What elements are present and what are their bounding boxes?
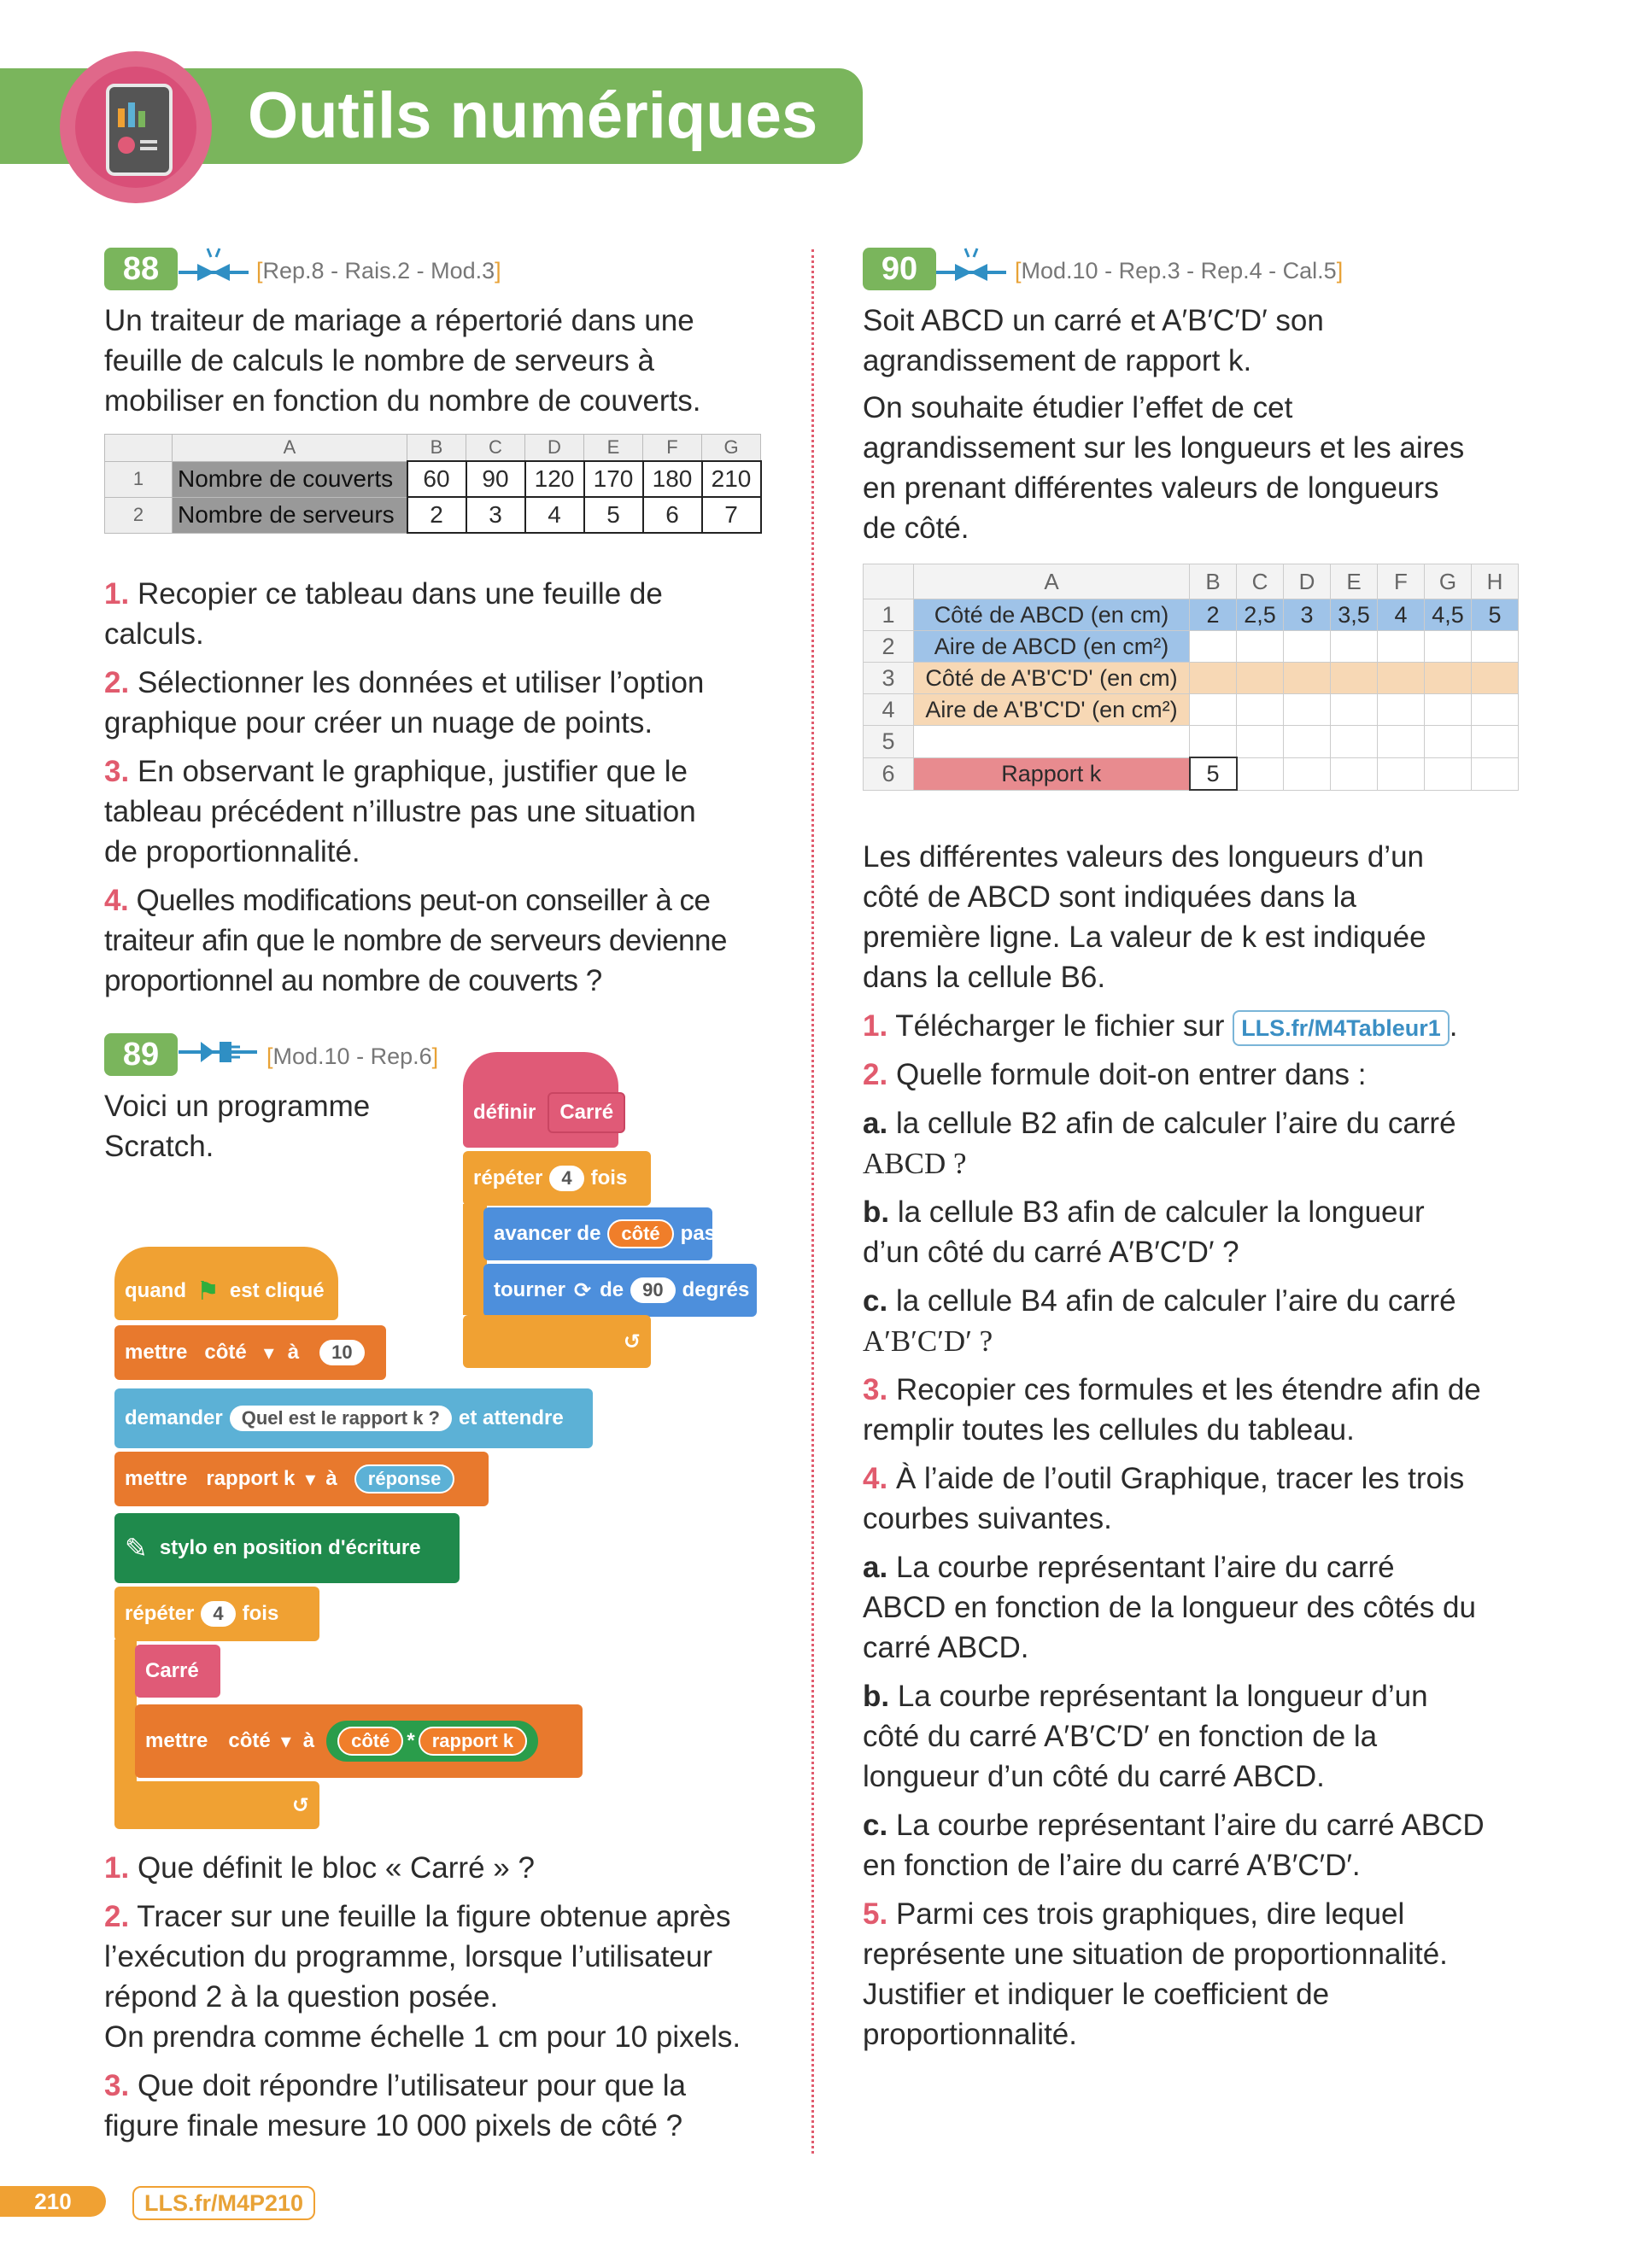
page-title: Outils numériques [248, 79, 818, 152]
define-block: définir Carré [463, 1052, 618, 1148]
exercise-88-intro: Un traiteur de mariage a répertorié dans une feuille de calculs le nombre de serveurs à mobiliser en fonction du nombre de couverts. [104, 304, 701, 418]
pencil-icon: ✎ [125, 1533, 148, 1564]
turn-block: tourner ⟳ de 90 degrés [483, 1264, 757, 1317]
set-cote-multiply-block: mettre côté ▾ à côté * rapport k [135, 1704, 583, 1778]
exercise-89-ref: [Mod.10 - Rep.6] [266, 1043, 439, 1069]
when-flag-block: quand ⚑ est cliqué [114, 1247, 338, 1320]
tableur-link[interactable]: LLS.fr/M4Tableur1 [1233, 1010, 1450, 1046]
exercise-90-number: 90 [863, 248, 936, 290]
repeat-end-1 [463, 1315, 651, 1368]
spreadsheet-88: A B C D E F G 1 Nombre de couverts 60 90 120 170 180 210 2 Nombre de serveurs 2 3 4 5 6 7 [104, 434, 762, 534]
dropdown-icon: ▾ [305, 1467, 316, 1491]
page-link[interactable]: LLS.fr/M4P210 [132, 2186, 315, 2220]
exercise-90-ref: [Mod.10 - Rep.3 - Rep.4 - Cal.5] [1015, 258, 1344, 284]
exercise-88-number: 88 [104, 248, 178, 290]
spreadsheet-90: A B C D E F G H 1 Côté de ABCD (en cm) 2 2,5 3 3,5 4 4,5 5 2 Aire de ABCD (en cm²) 3 Côté de A'B'C'D' (en cm) 4 Aire de A'B'C'D' (en cm²) 5 6 Rapport k 5 [863, 564, 1519, 791]
move-block: avancer de côté pas [483, 1207, 712, 1260]
exercise-89-number: 89 [104, 1033, 178, 1076]
green-flag-icon: ⚑ [196, 1277, 220, 1306]
repeat-end-2 [114, 1781, 319, 1829]
tablet-icon [106, 84, 173, 176]
set-rapport-block: mettre rapport k ▾ à réponse [114, 1452, 489, 1506]
double-arrow-icon [175, 243, 252, 295]
dropdown-icon: ▾ [280, 1729, 291, 1753]
exercise-88-questions: 1. Recopier ce tableau dans une feuille de calculs. 2. Sélectionner les données et utiliser l’option graphique pour créer un nuage de points. 3. En observant le graphique, justifier que le tableau précédent n’illustre pas une situation de proportionnalité. 4. Quelles modifications peut-on conseiller à ce traiteur afin que le nombre de serveurs devienne proportionnel au nombre de couverts ? [104, 577, 727, 997]
exercise-90-intro: Soit ABCD un carré et A′B′C′D′ son agrandissement de rapport k. On souhaite étudier l’effet de cet agrandissement sur les longueurs et les aires en prenant différentes valeurs de longueurs de côté. [863, 304, 1465, 545]
exercise-89-intro: Voici un programme Scratch. [104, 1090, 371, 1163]
loop-arrow-icon: ↺ [291, 1793, 309, 1817]
column-divider [811, 249, 814, 2154]
plug-icon [175, 1035, 261, 1073]
exercise-88-ref: [Rep.8 - Rais.2 - Mod.3] [256, 258, 501, 284]
loop-arrow-icon: ↺ [623, 1330, 641, 1353]
repeat-block-1: répéter 4 fois [463, 1151, 651, 1206]
double-arrow-icon [933, 243, 1010, 295]
exercise-90-text: Les différentes valeurs des longueurs d’un côté de ABCD sont indiquées dans la première ligne. La valeur de k est indiquée dans la cellule B6. 1. Télécharger le fichier sur LLS.fr/M4Tableur1 . 2. Quelle formule doit-on entrer dans : a. la cellule B2 afin de calculer l’aire du carré ABCD ? b. la cellule B3 afin de calculer la longueur d’un côté du carré A′B′C′D′ ? c. la cellule B4 afin de calculer l’aire du carré A′B′C′D′ ? 3. Recopier ces formules et les étendre afin de remplir toutes les cellules du tableau. 4. À l’aide de l’outil Graphique, tracer les trois courbes suivantes. a. La courbe représentant l’aire du carré ABCD en fonction de la longueur des côtés du carré ABCD. b. La courbe représentant la longueur d’un côté du carré A′B′C′D′ en fonction de la longueur d’un côté du carré ABCD. c. La courbe représentant l’aire du carré ABCD en fonction de l’aire du carré A′B′C′D′. 5. Parmi ces trois graphiques, dire lequel représente une situation de proportionnalité. Justifier et indiquer le coefficient de proportionnalité. [863, 840, 1485, 2051]
ask-block: demander Quel est le rapport k ? et attendre [114, 1388, 593, 1448]
dropdown-icon: ▾ [263, 1341, 274, 1365]
exercise-89-questions: 1. Que définit le bloc « Carré » ? 2. Tracer sur une feuille la figure obtenue après l’exécution du programme, lorsque l’utilisateur répond 2 à la question posée. On prendra comme échelle 1 cm pour 10 pixels. 3. Que doit répondre l’utilisateur pour que la figure finale mesure 10 000 pixels de côté ? [104, 1851, 741, 2142]
call-carre-block: Carré [135, 1645, 220, 1698]
set-cote-block: mettre côté ▾ à 10 [114, 1325, 386, 1380]
rotate-icon: ⟳ [574, 1278, 592, 1302]
repeat-block-2: répéter 4 fois [114, 1587, 319, 1641]
pen-down-block: ✎ stylo en position d'écriture [114, 1513, 460, 1583]
repeat-arm-2 [114, 1640, 137, 1802]
page-number: 210 [0, 2186, 106, 2217]
